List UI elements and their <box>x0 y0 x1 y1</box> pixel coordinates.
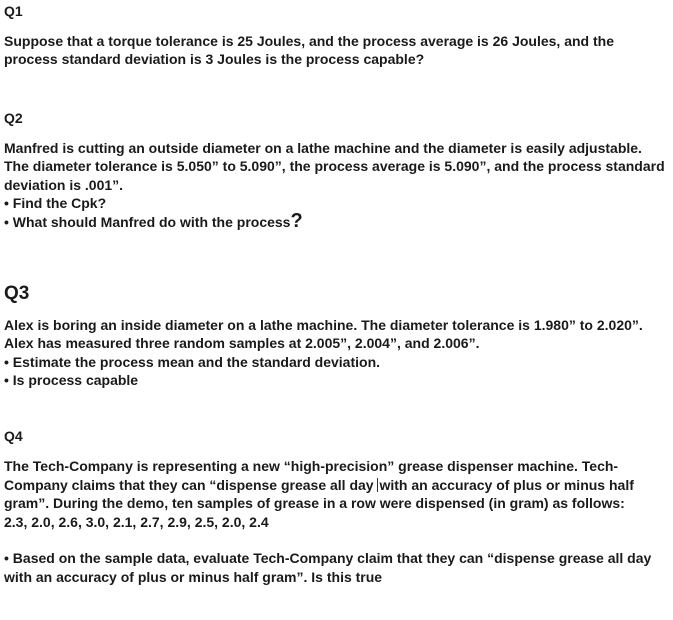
question-4-text-part-2: with an accuracy of plus or minus half gram”. During the demo, ten samples of grease in a row were dispensed (in gram) as follows: <box>4 476 634 512</box>
question-3-label: Q3 <box>4 282 30 304</box>
question-2-bullet-2 <box>4 212 668 231</box>
question-4-samples: 2.3, 2.0, 2.6, 3.0, 2.1, 2.7, 2.9, 2.5, 2.0, 2.4 <box>4 513 269 530</box>
question-2-text: Manfred is cutting an outside diameter on a lathe machine and the diameter is easily adjustable. The diameter tolerance is 5.050” to 5.090”, the process average is 5.090”, and the process standard deviation is .001”. <box>4 139 665 193</box>
question-3-text: Alex is boring an inside diameter on a lathe machine. The diameter tolerance is 1.980” to 2.020”. Alex has measured three random samples at 2.005”, 2.004”, and 2.006”. <box>4 316 643 352</box>
question-2-bullet-2-text: • What should Manfred do with the process <box>4 214 291 231</box>
document-body <box>4 0 668 586</box>
question-1-label: Q1 <box>4 3 23 19</box>
question-2-bullet-1: • Find the Cpk? <box>4 195 107 212</box>
question-3-bullet-1: • Estimate the process mean and the standard deviation. <box>4 353 381 370</box>
question-1-text: Suppose that a torque tolerance is 25 Joules, and the process average is 26 Joules, and the process standard deviation is 3 Joules is the process capable? <box>4 33 614 68</box>
question-2-bullet-2-mark: ? <box>290 210 303 233</box>
question-4-text <box>4 457 668 512</box>
question-4-text-part-1: The Tech-Company is representing a new “high-precision” grease dispenser machine. Tech-Company claims that they can “dispense grease all day <box>4 458 619 493</box>
question-4-bullet-1: • Based on the sample data, evaluate Tech-Company claim that they can “dispense grease all day with an accuracy of plus or minus half gram”. Is this true <box>4 550 652 585</box>
question-3-bullet-2: • Is process capable <box>4 372 139 389</box>
question-2-label: Q2 <box>4 109 23 126</box>
question-4-label: Q4 <box>4 428 23 445</box>
